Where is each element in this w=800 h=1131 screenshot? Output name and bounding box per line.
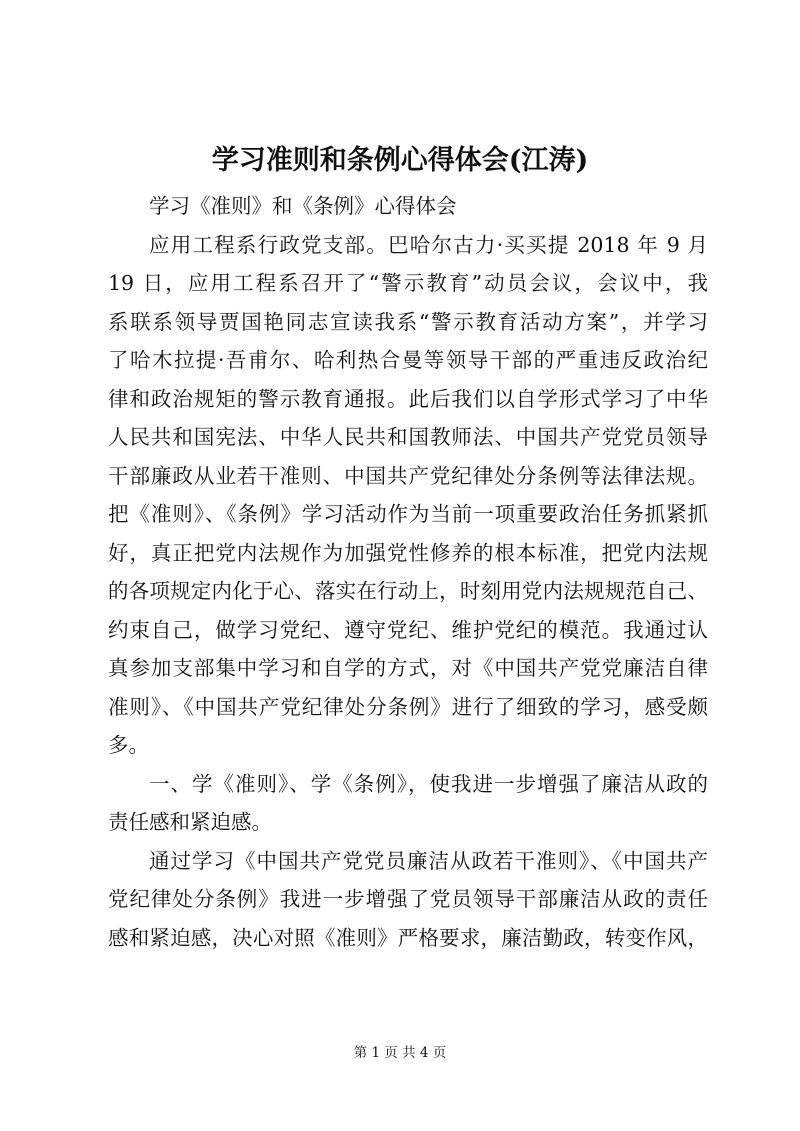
section-heading-line: 一、学《准则》、学《条例》，使我进一步增强了廉洁从政的 xyxy=(149,771,708,796)
paragraph-line: 了哈木拉提·吾甫尔、哈利热合曼等领导干部的严重违反政治纪 xyxy=(108,348,708,372)
paragraph-line: 多。 xyxy=(108,733,149,757)
paragraph-line: 党纪律处分条例》我进一步增强了党员领导干部廉洁从政的责任 xyxy=(108,887,708,911)
paragraph-line: 真参加支部集中学习和自学的方式，对《中国共产党党廉洁自律 xyxy=(108,656,708,680)
paragraph-line: 的各项规定内化于心、落实在行动上，时刻用党内法规规范自己、 xyxy=(108,579,708,603)
paragraph-line: 人民共和国宪法、中华人民共和国教师法、中国共产党党员领导 xyxy=(108,425,708,449)
document-body xyxy=(108,187,708,957)
page-number: 第 1 页 共 4 页 xyxy=(353,1045,447,1061)
paragraph-line: 律和政治规矩的警示教育通报。此后我们以自学形式学习了中华 xyxy=(108,386,708,411)
subtitle-line: 学习《准则》和《条例》心得体会 xyxy=(149,194,457,218)
paragraph-line: 感和紧迫感，决心对照《准则》严格要求，廉洁勤政，转变作风， xyxy=(108,925,708,950)
paragraph-line: 19 日，应用工程系召开了“警示教育”动员会议，会议中，我 xyxy=(108,271,708,295)
paragraph-line: 系联系领导贾国艳同志宣读我系“警示教育活动方案”，并学习 xyxy=(108,309,708,334)
paragraph-line: 应用工程系行政党支部。巴哈尔古力·买买提 2018 年 9 月 xyxy=(149,232,708,257)
section-heading-line: 责任感和紧迫感。 xyxy=(108,810,272,834)
paragraph-line: 把《准则》、《条例》学习活动作为当前一项重要政治任务抓紧抓 xyxy=(108,502,708,526)
paragraph-line: 好，真正把党内法规作为加强党性修养的根本标准，把党内法规 xyxy=(108,540,708,565)
document-title: 学习准则和条例心得体会(江涛) xyxy=(211,145,589,176)
paragraph-line: 通过学习《中国共产党党员廉洁从政若干准则》、《中国共产 xyxy=(149,848,708,873)
paragraph-line: 准则》、《中国共产党纪律处分条例》进行了细致的学习，感受颇 xyxy=(108,694,708,719)
paragraph-line: 干部廉政从业若干准则、中国共产党纪律处分条例等法律法规。 xyxy=(108,463,708,488)
paragraph-line: 约束自己，做学习党纪、遵守党纪、维护党纪的模范。我通过认 xyxy=(108,617,708,642)
